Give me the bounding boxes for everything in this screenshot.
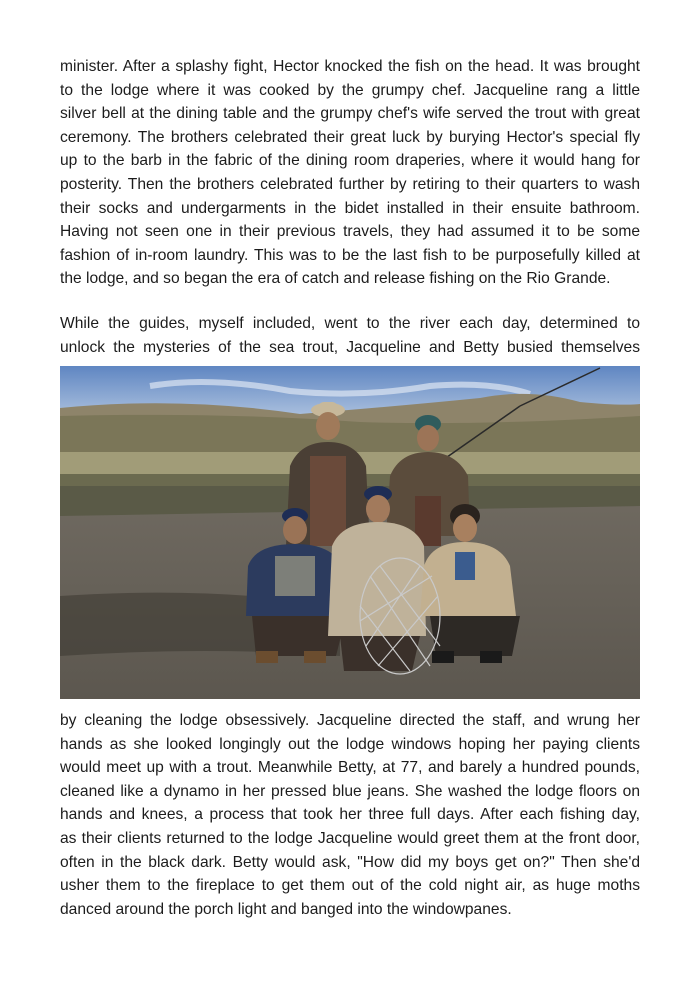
text-line: as their clients returned to the lodge Jacqueline would greet them at the front door, <box>60 829 640 847</box>
text-line: the lodge, and so began the era of catch and release fishing on the Rio Grande. <box>60 270 611 288</box>
text-line: danced around the porch light and banged into the windowpanes. <box>60 900 512 918</box>
text-line: posterity. Then the brothers celebrated further by retiring to their quarters to wash <box>60 175 640 193</box>
text-line: usher them to the fireplace to get them out of the cold night air, as huge moths <box>60 877 640 895</box>
text-line: often in the black dark. Betty would ask, "How did my boys get on?" Then she'd <box>60 853 640 871</box>
text-line: would meet up with a trout. Meanwhile Betty, at 77, and barely a hundred pounds, <box>60 759 640 777</box>
text-line: minister. After a splashy fight, Hector knocked the fish on the head. It was brought <box>60 58 640 75</box>
text-line: up to the barb in the fabric of the dining room draperies, where it would hang for <box>60 152 640 170</box>
text-line: cleaned like a dynamo in her pressed blue jeans. She washed the lodge floors on <box>60 782 640 800</box>
text-line: to the lodge where it was cooked by the grumpy chef. Jacqueline rang a little <box>60 81 640 99</box>
fishing-group-photo <box>60 366 640 699</box>
paragraph-2 <box>60 312 640 359</box>
text-line: While the guides, myself included, went to the river each day, determined to <box>60 315 640 332</box>
paragraph-3 <box>60 709 640 921</box>
text-line: silver bell at the dining table and the grumpy chef's wife served the trout with great <box>60 105 640 123</box>
text-line: ceremony. The brothers celebrated their great luck by burying Hector's special fly <box>60 128 640 146</box>
text-line: fashion of in-room laundry. This was to be the last fish to be purposefully killed at <box>60 246 640 264</box>
paragraph-1 <box>60 55 640 291</box>
text-line: their socks and undergarments in the bidet installed in their ensuite bathroom. <box>60 199 640 217</box>
text-line: Having not seen one in their previous travels, they had assumed it to be some <box>60 223 640 241</box>
text-line: unlock the mysteries of the sea trout, Jacqueline and Betty busied themselves <box>60 338 640 356</box>
text-line: hands and knees, a process that took her three full days. After each fishing day, <box>60 806 640 824</box>
text-line: hands as she looked longingly out the lodge windows hoping her paying clients <box>60 735 640 753</box>
text-line: by cleaning the lodge obsessively. Jacqueline directed the staff, and wrung her <box>60 712 640 729</box>
